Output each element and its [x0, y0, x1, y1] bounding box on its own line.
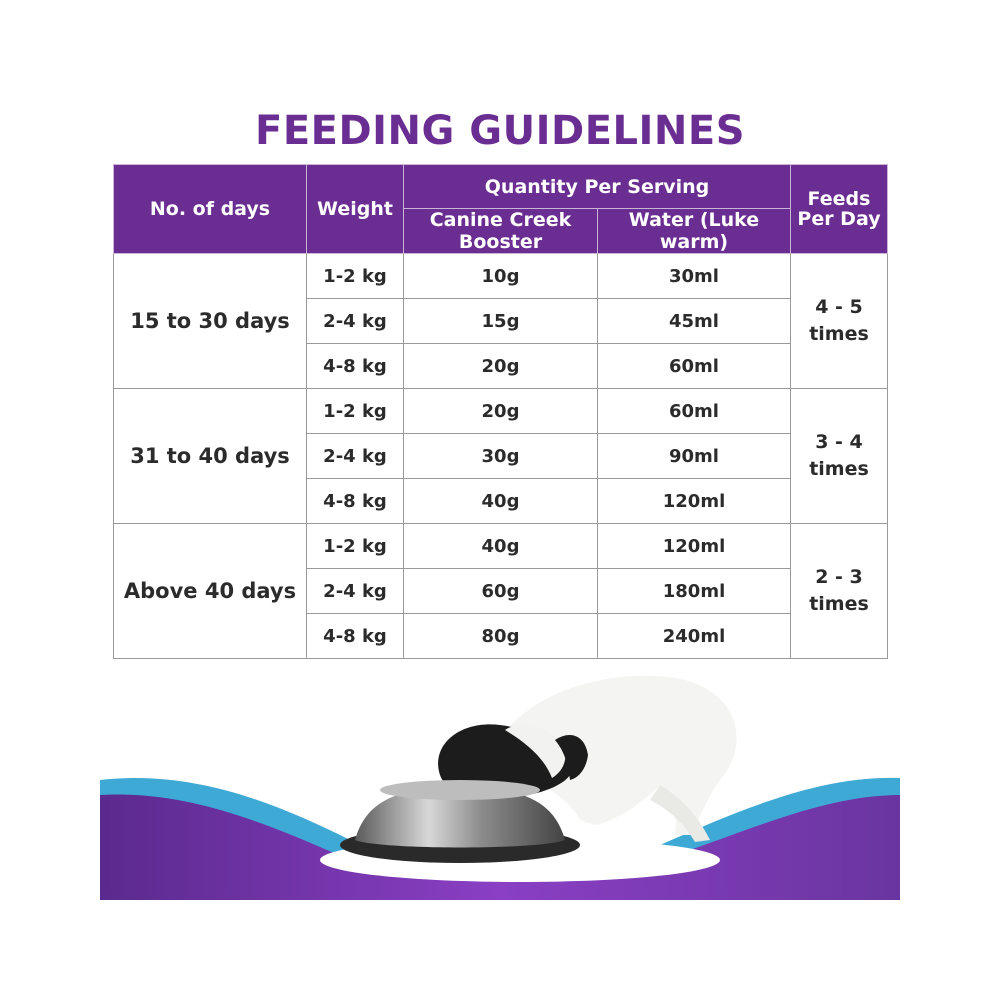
- feeds-range: 4 - 5: [815, 296, 863, 318]
- feeds-cell: [791, 524, 888, 659]
- weight-cell: 2-4 kg: [307, 434, 404, 479]
- booster-cell: 40g: [404, 524, 598, 569]
- days-group-cell: 15 to 30 days: [114, 254, 307, 389]
- weight-cell: 2-4 kg: [307, 569, 404, 614]
- weight-cell: 1-2 kg: [307, 254, 404, 299]
- booster-cell: 20g: [404, 344, 598, 389]
- booster-cell: 10g: [404, 254, 598, 299]
- header-quantity: Quantity Per Serving: [404, 165, 791, 209]
- booster-cell: 15g: [404, 299, 598, 344]
- feeds-range: 3 - 4: [815, 431, 863, 453]
- feeds-unit: times: [809, 323, 869, 345]
- booster-cell: 30g: [404, 434, 598, 479]
- weight-cell: 4-8 kg: [307, 614, 404, 659]
- booster-cell: 40g: [404, 479, 598, 524]
- weight-cell: 1-2 kg: [307, 524, 404, 569]
- feeds-cell: [791, 254, 888, 389]
- feeds-cell: [791, 389, 888, 524]
- booster-cell: 20g: [404, 389, 598, 434]
- weight-cell: 1-2 kg: [307, 389, 404, 434]
- feeds-unit: times: [809, 458, 869, 480]
- header-feeds-line1: Feeds: [807, 188, 871, 210]
- table-row: [114, 389, 888, 434]
- weight-cell: 2-4 kg: [307, 299, 404, 344]
- water-cell: 240ml: [598, 614, 791, 659]
- booster-cell: 60g: [404, 569, 598, 614]
- water-cell: 90ml: [598, 434, 791, 479]
- weight-cell: 4-8 kg: [307, 479, 404, 524]
- water-cell: 45ml: [598, 299, 791, 344]
- table-row: [114, 254, 888, 299]
- header-feeds-line2: Per Day: [797, 208, 881, 230]
- feeds-range: 2 - 3: [815, 566, 863, 588]
- water-cell: 30ml: [598, 254, 791, 299]
- header-days: No. of days: [114, 165, 307, 254]
- puppy-bowl-illustration: [100, 660, 900, 900]
- water-cell: 120ml: [598, 479, 791, 524]
- header-water: Water (Luke warm): [598, 209, 791, 254]
- water-cell: 180ml: [598, 569, 791, 614]
- water-cell: 60ml: [598, 344, 791, 389]
- weight-cell: 4-8 kg: [307, 344, 404, 389]
- water-cell: 120ml: [598, 524, 791, 569]
- page-title: FEEDING GUIDELINES: [255, 108, 745, 154]
- water-cell: 60ml: [598, 389, 791, 434]
- table-row: [114, 524, 888, 569]
- header-feeds: [791, 165, 888, 254]
- feeds-unit: times: [809, 593, 869, 615]
- days-group-cell: 31 to 40 days: [114, 389, 307, 524]
- header-booster: Canine Creek Booster: [404, 209, 598, 254]
- feeding-table: [113, 164, 888, 659]
- header-weight: Weight: [307, 165, 404, 254]
- days-group-cell: Above 40 days: [114, 524, 307, 659]
- booster-cell: 80g: [404, 614, 598, 659]
